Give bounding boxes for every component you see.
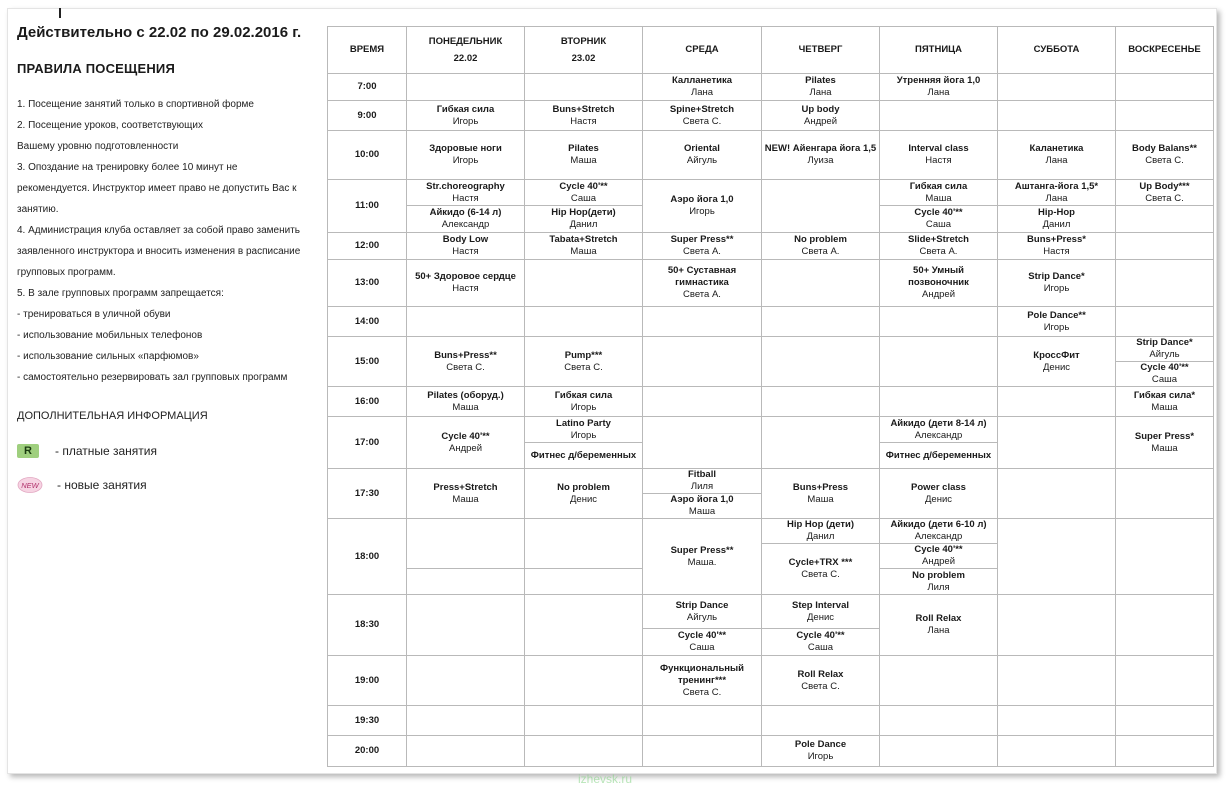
legend-paid	[17, 444, 317, 458]
info-panel	[17, 24, 317, 494]
time-cell: 18:00	[328, 519, 407, 595]
empty-cell	[1116, 656, 1214, 706]
class-cell: Body Low Настя	[407, 233, 525, 260]
empty-cell	[998, 469, 1116, 519]
empty-cell	[1116, 519, 1214, 595]
time-cell: 19:30	[328, 706, 407, 736]
time-cell: 10:00	[328, 131, 407, 180]
empty-cell	[880, 337, 998, 387]
class-cell: Каланетика Лана	[998, 131, 1116, 180]
empty-cell	[998, 595, 1116, 656]
class-cell: Up body Андрей	[762, 101, 880, 131]
class-cell: Up Body*** Света С.	[1116, 180, 1214, 206]
additional-info-title: ДОПОЛНИТЕЛЬНАЯ ИНФОРМАЦИЯ	[17, 410, 208, 422]
rule-line: 5. В зале групповых программ запрещается:	[17, 288, 224, 299]
rule-line: 3. Опоздание на тренировку более 10 минут не	[17, 162, 238, 173]
class-cell: Buns+Press** Света С.	[407, 337, 525, 387]
time-cell: 17:00	[328, 417, 407, 469]
class-cell: Cycle 40'** Андрей	[407, 417, 525, 469]
col-header-friday: ПЯТНИЦА	[880, 27, 998, 74]
class-cell: Аэро йога 1,0 Маша	[643, 494, 762, 519]
class-cell: Гибкая сила Маша	[880, 180, 998, 206]
class-cell: Hip-Hop Данил	[998, 206, 1116, 233]
time-cell: 17:30	[328, 469, 407, 519]
empty-cell	[525, 706, 643, 736]
time-cell: 11:00	[328, 180, 407, 233]
rule-line: Вашему уровню подготовленности	[17, 141, 179, 152]
class-cell: No problem Денис	[525, 469, 643, 519]
empty-cell	[998, 417, 1116, 469]
class-cell: Roll Relax Лана	[880, 595, 998, 656]
empty-cell	[407, 595, 525, 656]
empty-cell	[407, 307, 525, 337]
class-cell: Аэро йога 1,0 Игорь	[643, 180, 762, 233]
class-cell: Cycle 40'** Саша	[880, 206, 998, 233]
class-cell: Cycle 40'** Саша	[762, 629, 880, 656]
class-cell: NEW! Айенгара йога 1,5 Луиза	[762, 131, 880, 180]
validity-title: Действительно с 22.02 по 29.02.2016 г.	[17, 24, 302, 41]
empty-cell	[643, 307, 762, 337]
empty-cell	[407, 569, 525, 595]
class-cell: Pilates Маша	[525, 131, 643, 180]
class-cell: Spine+Stretch Света С.	[643, 101, 762, 131]
class-cell: Strip Dance* Айгуль	[1116, 337, 1214, 362]
empty-cell	[643, 706, 762, 736]
class-cell: 50+ Умный позвоночник Андрей	[880, 260, 998, 307]
time-cell: 19:00	[328, 656, 407, 706]
time-cell: 9:00	[328, 101, 407, 131]
empty-cell	[762, 706, 880, 736]
rules-list	[17, 94, 317, 388]
empty-cell	[643, 417, 762, 469]
class-cell: Фитнес д/беременных	[880, 443, 998, 469]
empty-cell	[407, 706, 525, 736]
time-cell: 14:00	[328, 307, 407, 337]
watermark: izhevsk.ru	[578, 772, 633, 786]
class-cell: Buns+Press Маша	[762, 469, 880, 519]
class-cell: Pole Dance** Игорь	[998, 307, 1116, 337]
empty-cell	[525, 656, 643, 706]
empty-cell	[407, 736, 525, 767]
empty-cell	[1116, 233, 1214, 260]
empty-cell	[998, 519, 1116, 595]
time-cell: 18:30	[328, 595, 407, 656]
class-cell: Super Press** Маша.	[643, 519, 762, 595]
class-cell: Cycle 40'** Андрей	[880, 544, 998, 569]
time-cell: 20:00	[328, 736, 407, 767]
rule-line: рекомендуется. Инструктор имеет право не допустить Вас к	[17, 183, 297, 194]
empty-cell	[998, 706, 1116, 736]
rule-line: заявленного инструктора и вносить изменения в расписание	[17, 246, 301, 257]
rule-line: - использование сильных «парфюмов»	[17, 351, 199, 362]
new-badge-text: NEW	[21, 481, 39, 490]
class-cell: Cycle 40'** Саша	[1116, 362, 1214, 387]
col-header-time: ВРЕМЯ	[328, 27, 407, 74]
class-cell: Айкидо (6-14 л) Александр	[407, 206, 525, 233]
rule-line: 2. Посещение уроков, соответствующих	[17, 120, 203, 131]
empty-cell	[998, 101, 1116, 131]
class-cell: No problem Лиля	[880, 569, 998, 595]
class-cell: Press+Stretch Маша	[407, 469, 525, 519]
rule-line: - тренироваться в уличной обуви	[17, 309, 171, 320]
empty-cell	[762, 387, 880, 417]
class-cell: Hip Hop (дети) Данил	[762, 519, 880, 544]
empty-cell	[643, 387, 762, 417]
class-cell: КроссФит Денис	[998, 337, 1116, 387]
class-cell: Гибкая сила Игорь	[407, 101, 525, 131]
empty-cell	[1116, 206, 1214, 233]
empty-cell	[1116, 74, 1214, 101]
paid-r-icon: R	[17, 444, 39, 458]
empty-cell	[1116, 260, 1214, 307]
empty-cell	[525, 595, 643, 656]
empty-cell	[525, 569, 643, 595]
time-cell: 13:00	[328, 260, 407, 307]
class-cell: Tabata+Stretch Маша	[525, 233, 643, 260]
empty-cell	[525, 307, 643, 337]
empty-cell	[525, 519, 643, 569]
col-header-sunday: ВОСКРЕСЕНЬЕ	[1116, 27, 1214, 74]
legend-new-label: - новые занятия	[57, 478, 147, 492]
text-cursor	[59, 8, 61, 18]
empty-cell	[762, 307, 880, 337]
class-cell: Cycle 40'** Саша	[525, 180, 643, 206]
class-cell: No problem Света А.	[762, 233, 880, 260]
empty-cell	[1116, 101, 1214, 131]
empty-cell	[643, 736, 762, 767]
empty-cell	[643, 337, 762, 387]
empty-cell	[998, 74, 1116, 101]
empty-cell	[880, 307, 998, 337]
empty-cell	[762, 337, 880, 387]
empty-cell	[762, 417, 880, 469]
class-cell: Cycle 40'** Саша	[643, 629, 762, 656]
empty-cell	[998, 387, 1116, 417]
class-cell: Fitball Лиля	[643, 469, 762, 494]
class-cell: Roll Relax Света С.	[762, 656, 880, 706]
rule-line: групповых программ.	[17, 267, 116, 278]
class-cell: Strip Dance* Игорь	[998, 260, 1116, 307]
schedule-table	[327, 26, 1214, 767]
rules-title: ПРАВИЛА ПОСЕЩЕНИЯ	[17, 61, 176, 76]
col-header-saturday: СУББОТА	[998, 27, 1116, 74]
empty-cell	[880, 656, 998, 706]
rule-line: - использование мобильных телефонов	[17, 330, 203, 341]
class-cell: Strip Dance Айгуль	[643, 595, 762, 629]
legend-new	[17, 476, 317, 494]
empty-cell	[1116, 736, 1214, 767]
class-cell: Фитнес д/беременных	[525, 443, 643, 469]
class-cell: Гибкая сила* Маша	[1116, 387, 1214, 417]
legend-paid-label: - платные занятия	[55, 444, 157, 458]
class-cell: Pole Dance Игорь	[762, 736, 880, 767]
class-cell: Latino Party Игорь	[525, 417, 643, 443]
class-cell: Interval class Настя	[880, 131, 998, 180]
empty-cell	[880, 387, 998, 417]
empty-cell	[525, 736, 643, 767]
col-header-monday: ПОНЕДЕЛЬНИК 22.02	[407, 27, 525, 74]
class-cell: Здоровые ноги Игорь	[407, 131, 525, 180]
class-cell: Айкидо (дети 6-10 л) Александр	[880, 519, 998, 544]
empty-cell	[998, 656, 1116, 706]
new-badge-icon	[17, 476, 43, 494]
rule-line: занятию.	[17, 204, 59, 215]
class-cell: Функциональный тренинг*** Света С.	[643, 656, 762, 706]
time-cell: 12:00	[328, 233, 407, 260]
empty-cell	[1116, 469, 1214, 519]
class-cell: Pilates (оборуд.) Маша	[407, 387, 525, 417]
class-cell: Super Press* Маша	[1116, 417, 1214, 469]
class-cell: Утренняя йога 1,0 Лана	[880, 74, 998, 101]
class-cell: Pilates Лана	[762, 74, 880, 101]
rule-line: 4. Администрация клуба оставляет за собой право заменить	[17, 225, 300, 236]
empty-cell	[880, 706, 998, 736]
empty-cell	[880, 101, 998, 131]
class-cell: Гибкая сила Игорь	[525, 387, 643, 417]
empty-cell	[1116, 307, 1214, 337]
rule-line: 1. Посещение занятий только в спортивной форме	[17, 99, 254, 110]
class-cell: Аштанга-йога 1,5* Лана	[998, 180, 1116, 206]
empty-cell	[525, 260, 643, 307]
empty-cell	[762, 180, 880, 233]
col-header-thursday: ЧЕТВЕРГ	[762, 27, 880, 74]
time-cell: 7:00	[328, 74, 407, 101]
class-cell: Super Press** Света А.	[643, 233, 762, 260]
class-cell: Айкидо (дети 8-14 л) Александр	[880, 417, 998, 443]
class-cell: Power class Денис	[880, 469, 998, 519]
class-cell: Buns+Press* Настя	[998, 233, 1116, 260]
class-cell: Hip Hop(дети) Данил	[525, 206, 643, 233]
class-cell: Slide+Stretch Света А.	[880, 233, 998, 260]
empty-cell	[407, 519, 525, 569]
col-header-wednesday: СРЕДА	[643, 27, 762, 74]
empty-cell	[1116, 595, 1214, 656]
schedule-grid	[327, 26, 1214, 767]
time-cell: 16:00	[328, 387, 407, 417]
class-cell: Cycle+TRX *** Света С.	[762, 544, 880, 595]
class-cell: 50+ Суставная гимнастика Света А.	[643, 260, 762, 307]
class-cell: Body Balans** Света С.	[1116, 131, 1214, 180]
empty-cell	[525, 74, 643, 101]
class-cell: Step Interval Денис	[762, 595, 880, 629]
empty-cell	[998, 736, 1116, 767]
class-cell: Oriental Айгуль	[643, 131, 762, 180]
class-cell: Str.choreography Настя	[407, 180, 525, 206]
empty-cell	[407, 656, 525, 706]
class-cell: 50+ Здоровое сердце Настя	[407, 260, 525, 307]
class-cell: Buns+Stretch Настя	[525, 101, 643, 131]
empty-cell	[1116, 706, 1214, 736]
empty-cell	[880, 736, 998, 767]
time-cell: 15:00	[328, 337, 407, 387]
col-header-tuesday: ВТОРНИК 23.02	[525, 27, 643, 74]
rule-line: - самостоятельно резервировать зал групповых программ	[17, 372, 288, 383]
class-cell: Pump*** Света С.	[525, 337, 643, 387]
header-row	[328, 27, 1214, 74]
empty-cell	[407, 74, 525, 101]
empty-cell	[762, 260, 880, 307]
class-cell: Калланетика Лана	[643, 74, 762, 101]
